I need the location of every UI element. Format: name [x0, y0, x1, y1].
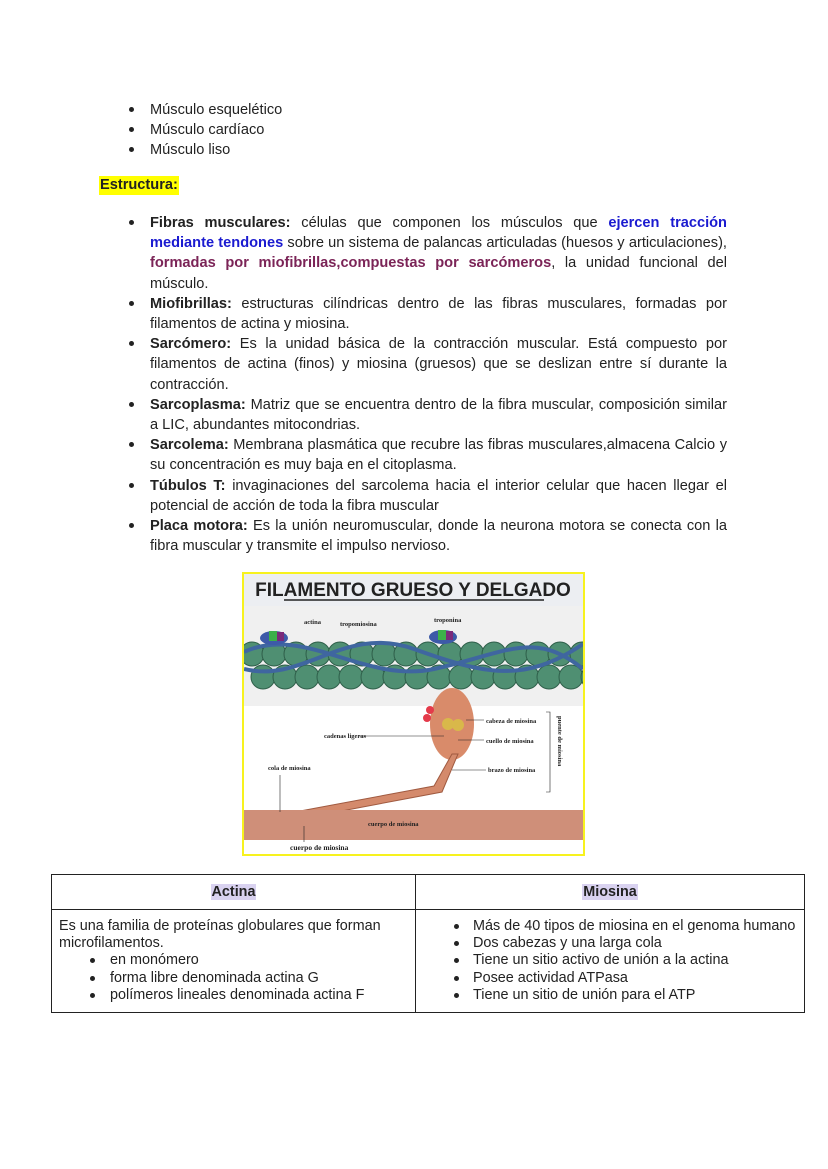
text: invaginaciones del sarcolema hacia el interior celular que hacen llegar el potencial de acción de toda la fibra muscular — [150, 477, 727, 514]
list-item: Músculo cardíaco — [150, 120, 282, 140]
filament-diagram — [242, 572, 585, 856]
actin-bead — [449, 665, 473, 689]
text: estructuras cilíndricas dentro de las fibras musculares, formadas por filamentos de actina y miosina. — [150, 295, 727, 333]
list-item: Músculo liso — [150, 140, 282, 160]
list-item: Dos cabezas y una larga cola — [423, 935, 797, 952]
term: Túbulos T: — [150, 477, 226, 494]
list-item — [150, 294, 727, 334]
label-cuerpo: cuerpo de miosina — [368, 821, 419, 828]
structure-list — [150, 213, 727, 556]
label-troponina: troponina — [434, 617, 462, 624]
list-item: en monómero — [59, 952, 408, 969]
label-actina: actina — [304, 619, 321, 626]
list-item — [150, 334, 727, 395]
term: Sarcoplasma: — [150, 396, 246, 413]
list-item: polímeros lineales denominada actina F — [59, 987, 408, 1004]
list-item: Más de 40 tipos de miosina en el genoma humano — [423, 918, 797, 935]
comparison-table — [51, 874, 805, 1013]
actin-bead — [537, 665, 561, 689]
actin-bead — [339, 665, 363, 689]
label-cuerpo-bottom: cuerpo de miosina — [290, 843, 349, 852]
label-cola: cola de miosina — [268, 765, 311, 772]
muscle-types-list — [150, 100, 282, 160]
term: Fibras musculares: — [150, 215, 291, 231]
label-tropomiosina: tropomiosina — [340, 621, 377, 628]
header-actina: Actina — [52, 875, 416, 910]
label-cadenas-ligeras: cadenas ligeras — [324, 733, 367, 740]
text: Es la unión neuromuscular, donde la neurona motora se conecta con la fibra muscular y transmite el impulso nervioso. — [150, 518, 727, 555]
text: Membrana plasmática que recubre las fibras musculares,almacena Calcio y su concentración es muy baja en el citoplasma. — [150, 437, 727, 474]
label-brazo: brazo de miosina — [488, 767, 536, 774]
list-item: Músculo esquelético — [150, 102, 283, 118]
actina-cell — [52, 910, 416, 1013]
actina-intro: Es una familia de proteínas globulares que forman microfilamentos. — [59, 918, 381, 952]
label-cabeza: cabeza de miosina — [486, 718, 537, 725]
list-item — [150, 395, 727, 435]
actin-bead — [317, 665, 341, 689]
miosina-cell — [416, 910, 805, 1013]
list-item — [150, 516, 727, 556]
list-item: Tiene un sitio activo de unión a la actina — [423, 952, 797, 969]
text: células que componen los músculos que — [290, 215, 609, 231]
list-item: Posee actividad ATPasa — [423, 970, 797, 987]
term: Sarcómero: — [150, 336, 232, 353]
list-item — [150, 435, 727, 475]
term: Miofibrillas: — [150, 295, 232, 312]
label-puente: puente de miosina — [556, 716, 563, 767]
section-heading: Estructura: — [100, 177, 178, 193]
label-cuello: cuello de miosina — [486, 738, 534, 745]
actin-bead — [295, 665, 319, 689]
text: sobre un sistema de palancas articuladas (huesos y articulaciones), — [283, 235, 727, 252]
list-item: forma libre denominada actina G — [59, 970, 408, 987]
text: , la unidad funcional del músculo. — [150, 255, 727, 292]
actin-bead — [251, 665, 275, 689]
list-item — [150, 213, 727, 294]
text: Es la unidad básica de la contracción muscular. Está compuesto por filamentos de actina (finos) y miosina (gruesos) que se deslizan entre sí durante la contracción. — [150, 336, 727, 393]
term: Sarcolema: — [150, 437, 229, 454]
list-item — [150, 476, 727, 516]
highlight-blue: ejercen tracción mediante tendones — [150, 215, 727, 252]
diagram-title: FILAMENTO GRUESO Y DELGADO — [255, 580, 571, 601]
header-miosina: Miosina — [416, 875, 805, 910]
text: Matriz que se encuentra dentro de la fibra muscular, composición similar a LIC, abundantes mitocondrias. — [150, 396, 727, 434]
term: Placa motora: — [150, 518, 248, 535]
highlight-purple: formadas por miofibrillas,compuestas por sarcómeros — [150, 255, 552, 272]
list-item: Tiene un sitio de unión para el ATP — [423, 987, 797, 1004]
